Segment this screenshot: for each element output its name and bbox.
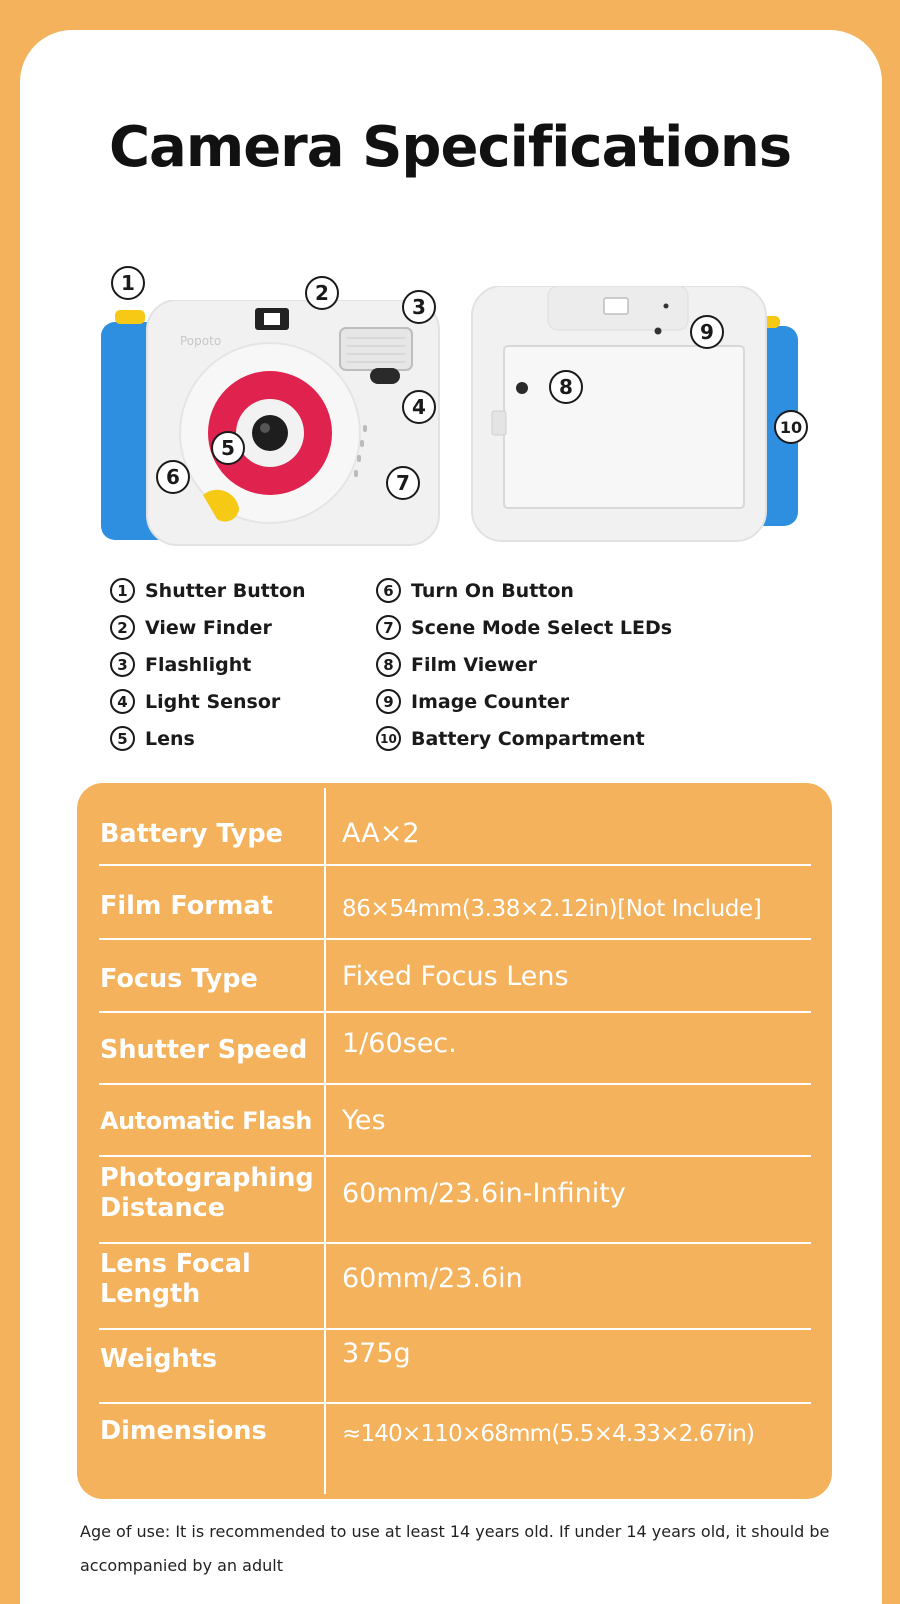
row-divider [99,938,811,940]
camera-back-image [470,286,810,548]
legend-label: Scene Mode Select LEDs [411,616,673,639]
column-divider [324,788,326,1494]
spec-label-automatic-flash: Automatic Flash [100,1107,312,1135]
legend-item [376,652,537,677]
row-divider [99,1011,811,1013]
spec-label-film-format: Film Format [100,891,273,921]
spec-value-film-format: 86×54mm(3.38×2.12in)[Not Include] [342,896,762,922]
callout-10: 10 [774,410,808,444]
spec-value-weights: 375g [342,1338,411,1369]
spec-value-focus-type: Fixed Focus Lens [342,961,569,992]
legend-number: 7 [376,615,401,640]
age-note: Age of use: It is recommended to use at least 14 years old. If under 14 years old, it should be accompanied by an adult [80,1522,830,1575]
callout-3: 3 [402,290,436,324]
legend-number: 6 [376,578,401,603]
legend-number: 9 [376,689,401,714]
spec-value-dimensions: ≈140×110×68mm(5.5×4.33×2.67in) [342,1421,755,1447]
callout-7: 7 [386,466,420,500]
legend-label: View Finder [145,616,272,639]
spec-label-dimensions: Dimensions [100,1416,267,1446]
row-divider [99,1242,811,1244]
spec-label-focus-type: Focus Type [100,964,258,994]
spec-value-photographing-distance: 60mm/23.6in-Infinity [342,1178,626,1209]
spec-value-shutter-speed: 1/60sec. [342,1028,457,1059]
page-title: Camera Specifications [108,115,792,180]
legend-item [110,652,251,677]
callout-4: 4 [402,390,436,424]
callout-5: 5 [211,431,245,465]
spec-value-automatic-flash: Yes [342,1105,386,1136]
spec-label-weights: Weights [100,1344,218,1374]
legend-label: Lens [145,727,195,750]
legend-number: 1 [110,578,135,603]
legend-item [110,689,280,714]
callout-1: 1 [111,266,145,300]
legend-number: 10 [376,726,401,751]
legend-item [376,615,672,640]
legend-number: 4 [110,689,135,714]
legend-label: Turn On Button [411,579,574,602]
spec-value-battery-type: AA×2 [342,818,420,849]
spec-label-shutter-speed: Shutter Speed [100,1035,308,1065]
legend-item [376,689,569,714]
legend-label: Image Counter [411,690,570,713]
legend-item [110,726,195,751]
legend-label: Shutter Button [145,579,306,602]
spec-label-battery-type: Battery Type [100,819,283,849]
legend-label: Flashlight [145,653,252,676]
callout-2: 2 [305,276,339,310]
legend-item [110,578,306,603]
row-divider [99,864,811,866]
row-divider [99,1083,811,1085]
legend-number: 2 [110,615,135,640]
legend-label: Film Viewer [411,653,537,676]
legend-item [376,578,574,603]
legend-number: 8 [376,652,401,677]
brand-mark: Popoto [180,334,222,348]
spec-label-photographing-distance: Photographing Distance [100,1163,314,1223]
spec-table [77,783,832,1499]
legend-number: 3 [110,652,135,677]
callout-6: 6 [156,460,190,494]
callout-8: 8 [549,370,583,404]
callout-9: 9 [690,315,724,349]
row-divider [99,1155,811,1157]
camera-front-image [95,300,445,550]
legend-item [110,615,272,640]
legend-label: Battery Compartment [411,727,645,750]
legend-label: Light Sensor [145,690,281,713]
row-divider [99,1402,811,1404]
legend-number: 5 [110,726,135,751]
spec-label-lens-focal-length: Lens Focal Length [100,1249,251,1309]
spec-value-lens-focal-length: 60mm/23.6in [342,1263,523,1294]
row-divider [99,1328,811,1330]
legend-item [376,726,645,751]
